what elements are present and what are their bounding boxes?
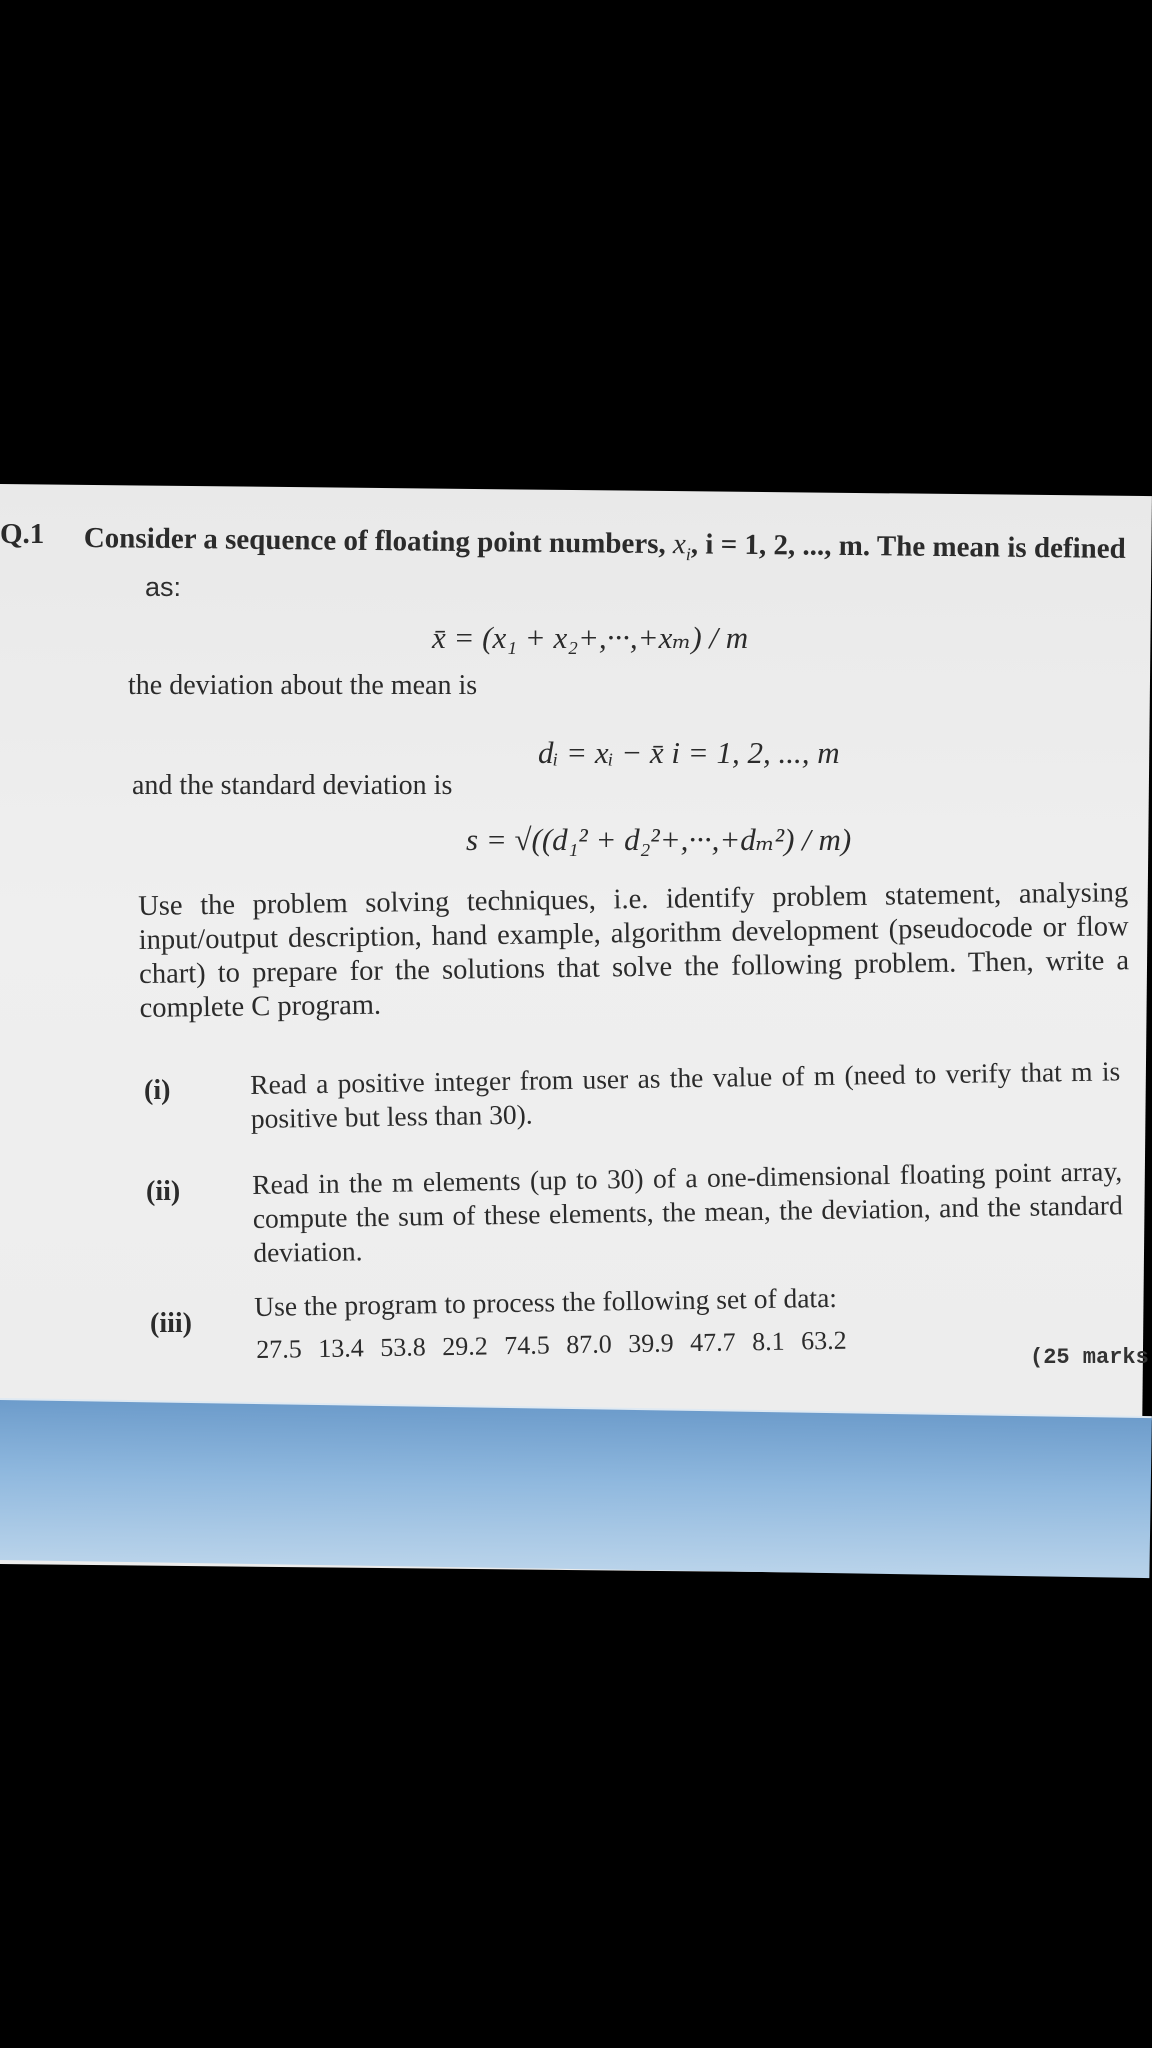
- intro-variable: x: [672, 528, 687, 561]
- item-text-i: Read a positive integer from user as the value of m (need to verify that m is positive but less than 30).: [250, 1055, 1121, 1134]
- deviation-formula: dᵢ = xᵢ − x̄ i = 1, 2, ..., m: [538, 735, 840, 770]
- data-value: 47.7: [689, 1327, 736, 1358]
- data-value: 13.4: [317, 1333, 364, 1364]
- instructions-paragraph: Use the problem solving techniques, i.e. identify problem statement, analysing input/output description, hand example, algorithm development (pseudocode or flow chart) to prepare for the solutions that solve the following problem. Then, write a complete C program.: [138, 877, 1130, 1024]
- data-value: 27.5: [256, 1334, 302, 1364]
- std-formula: s = √((d₁² + d₂²+,···,+dₘ²) / m): [466, 822, 852, 857]
- deviation-text: the deviation about the mean is: [128, 670, 478, 701]
- question-as: as:: [145, 572, 182, 602]
- item-label-iii: (iii): [150, 1308, 192, 1339]
- std-text: and the standard deviation is: [132, 770, 453, 801]
- data-value: 29.2: [441, 1331, 488, 1362]
- intro-range: i = 1, 2, ..., m: [705, 528, 864, 563]
- data-value: 39.9: [627, 1328, 674, 1359]
- question-number: Q.1: [0, 518, 45, 550]
- taskbar: [0, 1400, 1152, 1578]
- intro-subscript: i: [685, 544, 691, 565]
- data-value: 63.2: [800, 1325, 847, 1356]
- data-value: 53.8: [379, 1332, 426, 1363]
- item-label-i: (i): [144, 1075, 171, 1106]
- intro-text-b: ,: [690, 528, 706, 561]
- mean-formula: x̄ = (x₁ + x₂+,···,+xₘ) / m: [432, 620, 749, 655]
- data-value: 8.1: [751, 1326, 785, 1357]
- item-text-iii: Use the program to process the following set of data:: [254, 1281, 838, 1322]
- marks-label: (25 marks: [1030, 1345, 1149, 1370]
- intro-text-a: Consider a sequence of floating point numbers,: [83, 522, 674, 561]
- intro-text-c: . The mean is defined: [862, 530, 1126, 565]
- data-value: 74.5: [503, 1330, 550, 1361]
- data-value: 87.0: [565, 1329, 612, 1360]
- item-label-ii: (ii): [146, 1176, 181, 1207]
- item-text-ii: Read in the m elements (up to 30) of a one-dimensional floating point array, compute the sum of these elements, the mean, the deviation, and the standard deviation.: [252, 1155, 1123, 1268]
